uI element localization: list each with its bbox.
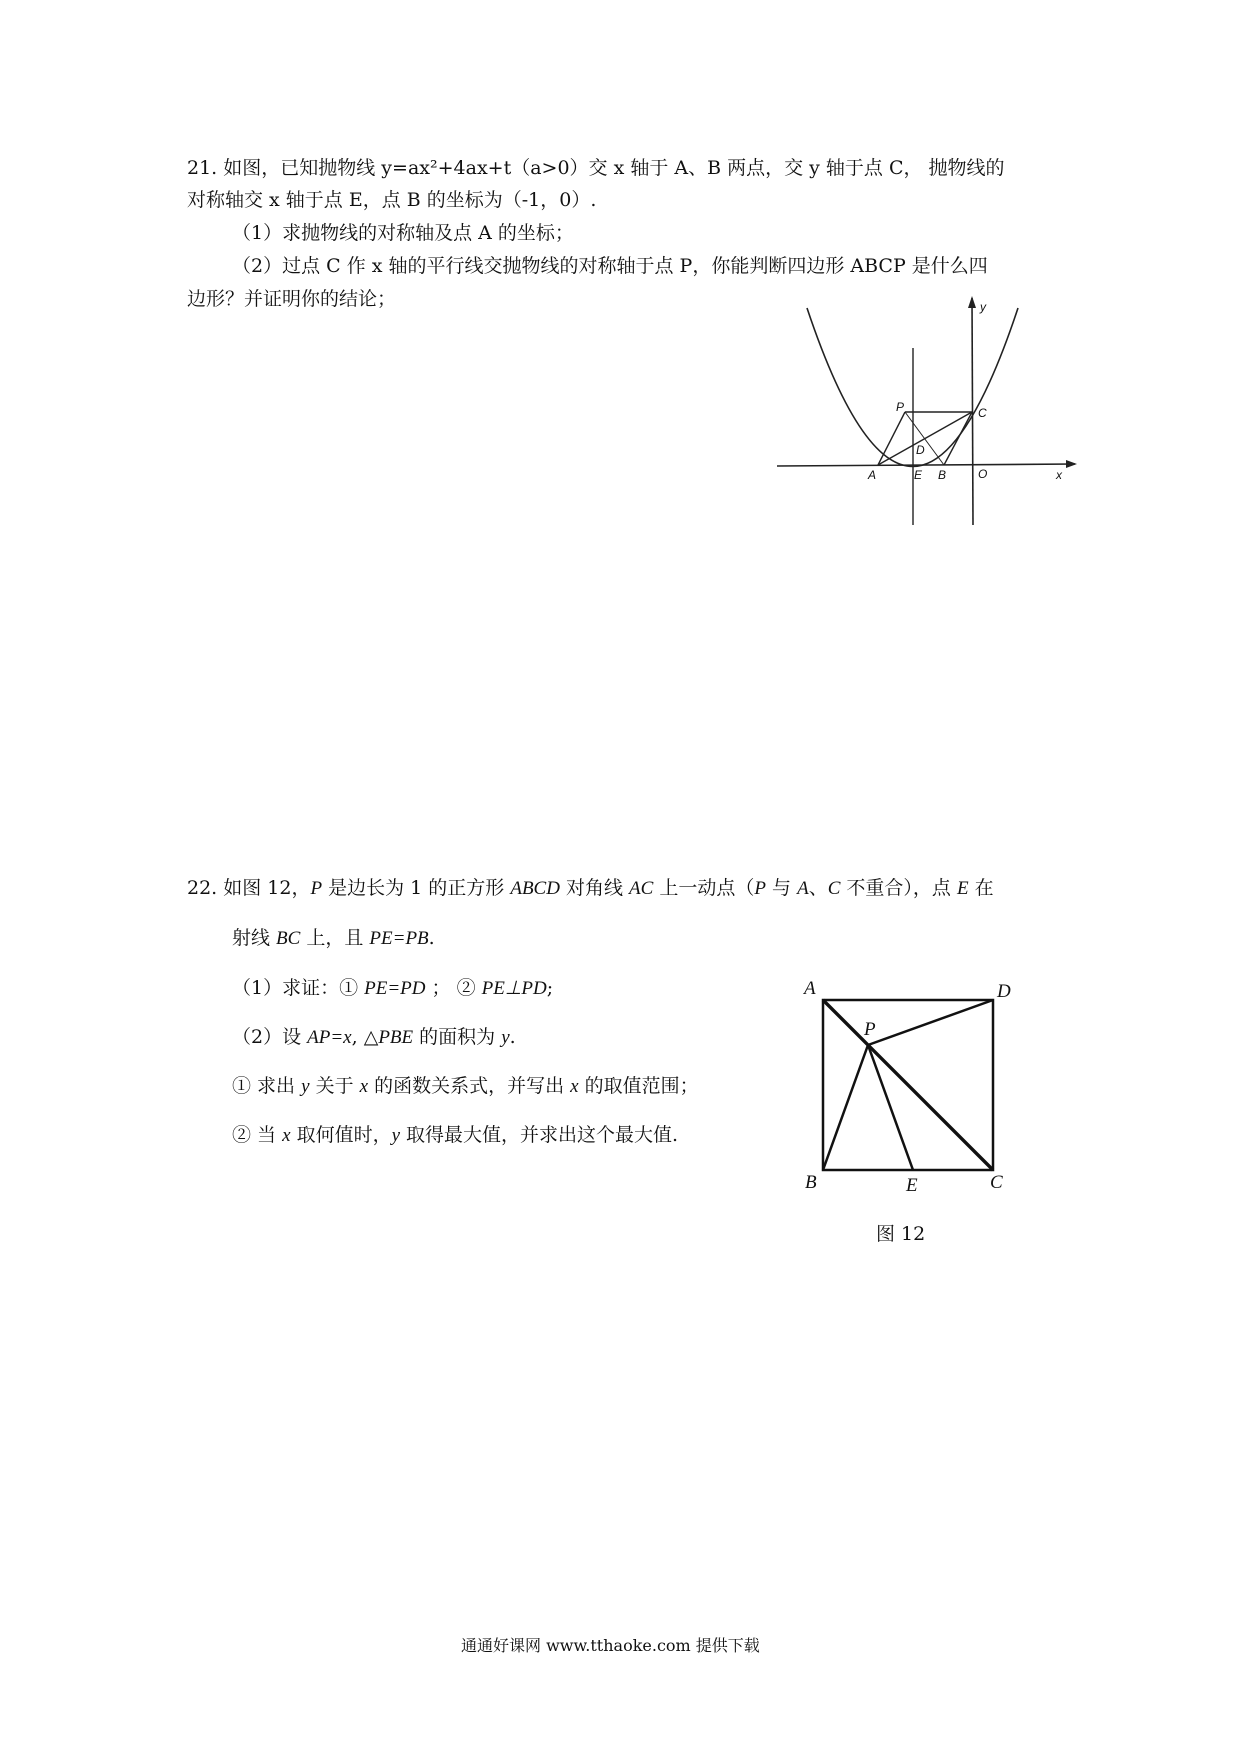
label-y: y xyxy=(980,300,986,314)
segment-pe xyxy=(868,1045,913,1170)
label-p: P xyxy=(896,400,905,414)
q21-line-1: 21. 如图，已知抛物线 y=ax²+4ax+t（a>0）交 x 轴于 A、B 两点，交 y 轴于点 C， 抛物线的 xyxy=(187,157,1005,179)
label-c: C xyxy=(978,406,987,420)
label-d-sq: D xyxy=(997,981,1011,1002)
segment-pb xyxy=(823,1045,868,1170)
q22-part-2: （2）设 AP=x, △PBE 的面积为 y. xyxy=(232,1026,516,1048)
segment-pd xyxy=(868,1000,993,1045)
q21-line-2: 对称轴交 x 轴于点 E，点 B 的坐标为（-1，0）. xyxy=(187,189,597,211)
q22-item-1: ① 求出 y 关于 x 的函数关系式，并写出 x 的取值范围； xyxy=(232,1075,699,1097)
label-x: x xyxy=(1056,468,1062,482)
page-footer: 通通好课网 www.tthaoke.com 提供下载 xyxy=(461,1636,760,1655)
q22-line-2: 射线 BC 上，且 PE=PB. xyxy=(232,927,435,949)
label-e-sq: E xyxy=(906,1175,918,1196)
q22-part-1: （1）求证：① PE=PD ； ② PE⊥PD; xyxy=(232,977,554,999)
label-o: O xyxy=(978,467,988,481)
q21-line-5: 边形？并证明你的结论； xyxy=(187,288,397,310)
q21-part-1: （1）求抛物线的对称轴及点 A 的坐标； xyxy=(232,222,574,244)
label-a-sq: A xyxy=(804,978,816,999)
label-c-sq: C xyxy=(990,1172,1003,1193)
label-e: E xyxy=(914,468,923,482)
q22-item-2: ② 当 x 取何值时，y 取得最大值，并求出这个最大值. xyxy=(232,1124,679,1146)
q22-line-1: 22. 如图 12，P 是边长为 1 的正方形 ABCD 对角线 AC 上一动点（P 与 A、C 不重合），点 E 在 xyxy=(187,877,994,899)
label-d: D xyxy=(916,443,925,457)
q21-part-2: （2）过点 C 作 x 轴的平行线交抛物线的对称轴于点 P，你能判断四边形 ABCP 是什么四 xyxy=(232,255,988,277)
figure-caption: 图 12 xyxy=(876,1223,926,1245)
label-a: A xyxy=(868,468,877,482)
label-p-sq: P xyxy=(864,1019,876,1040)
label-b: B xyxy=(938,468,947,482)
label-b-sq: B xyxy=(805,1172,817,1193)
diagonal-ac xyxy=(823,1000,993,1170)
